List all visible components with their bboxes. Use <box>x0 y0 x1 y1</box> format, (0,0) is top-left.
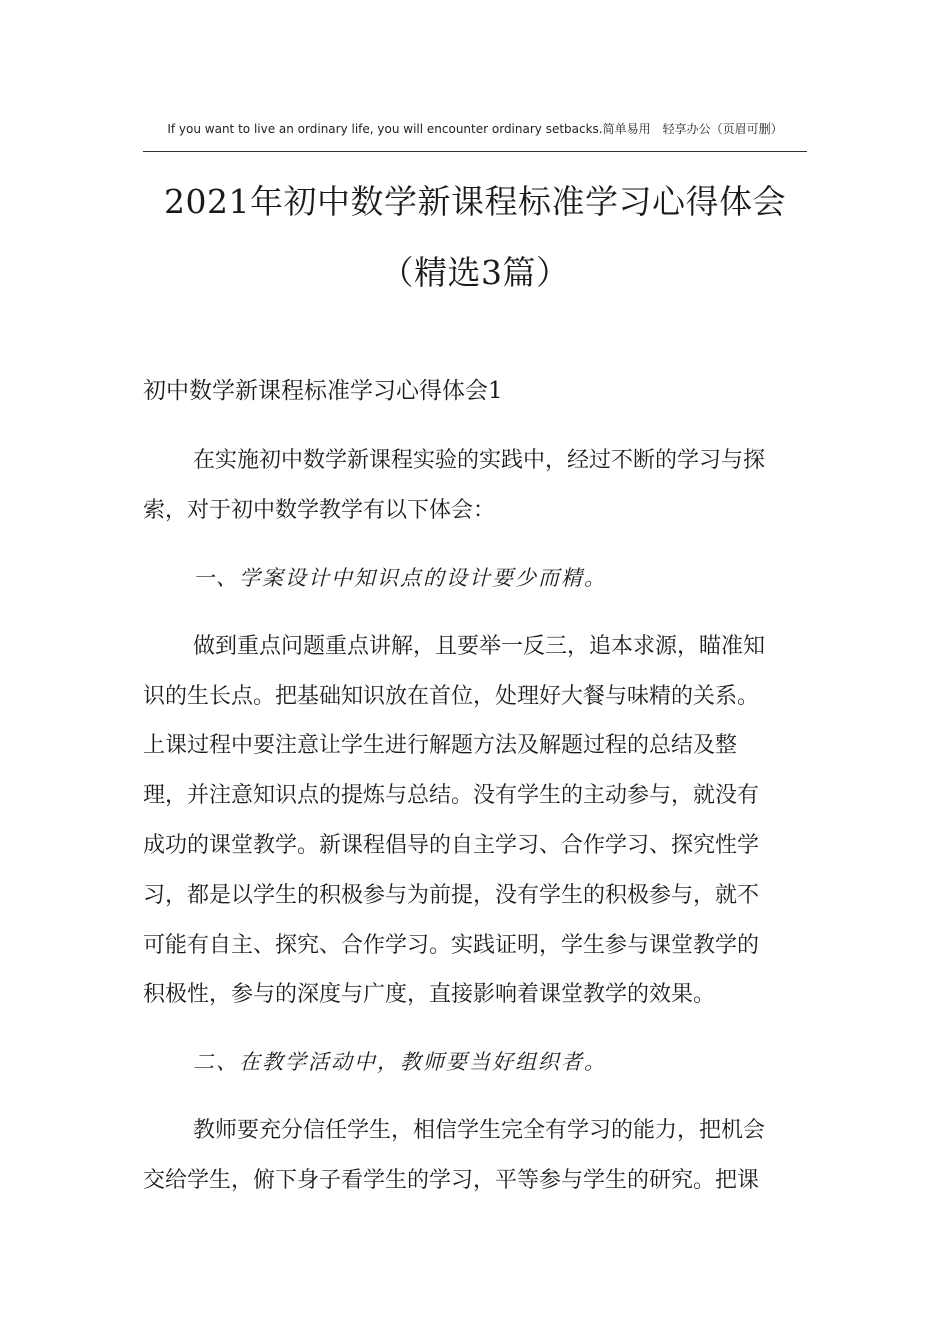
paragraph-line: 成功的课堂教学。新课程倡导的自主学习、合作学习、探究性学 <box>143 833 760 858</box>
paragraph-line: 理，并注意知识点的提炼与总结。没有学生的主动参与，就没有 <box>143 783 760 808</box>
paragraph-line: 索，对于初中数学教学有以下体会： <box>143 498 496 523</box>
page-header: If you want to live an ordinary life, you will encounter ordinary setbacks.简单易用 轻享办公（页眉可删） <box>167 122 783 136</box>
paragraph-line: 习，都是以学生的积极参与为前提，没有学生的积极参与，就不 <box>143 883 760 908</box>
subheading-2: 二、在教学活动中，教师要当好组织者。 <box>193 1050 607 1074</box>
paragraph-line: 上课过程中要注意让学生进行解题方法及解题过程的总结及整 <box>143 733 738 758</box>
document-subtitle: （精选3篇） <box>380 253 570 292</box>
paragraph-line: 教师要充分信任学生，相信学生完全有学习的能力，把机会 <box>193 1118 766 1143</box>
document-title: 2021年初中数学新课程标准学习心得体会 <box>164 182 786 221</box>
paragraph-line: 识的生长点。把基础知识放在首位，处理好大餐与味精的关系。 <box>143 684 760 709</box>
paragraph-line: 在实施初中数学新课程实验的实践中，经过不断的学习与探 <box>193 448 766 473</box>
section-heading: 初中数学新课程标准学习心得体会1 <box>143 378 503 404</box>
paragraph-line: 可能有自主、探究、合作学习。实践证明，学生参与课堂教学的 <box>143 933 760 958</box>
paragraph-line: 做到重点问题重点讲解，且要举一反三，追本求源，瞄准知 <box>193 634 766 659</box>
header-divider <box>143 151 807 152</box>
subheading-1: 一、学案设计中知识点的设计要少而精。 <box>193 566 607 590</box>
paragraph-line: 交给学生，俯下身子看学生的学习，平等参与学生的研究。把课 <box>143 1168 760 1193</box>
paragraph-line: 积极性，参与的深度与广度，直接影响着课堂教学的效果。 <box>143 982 716 1007</box>
